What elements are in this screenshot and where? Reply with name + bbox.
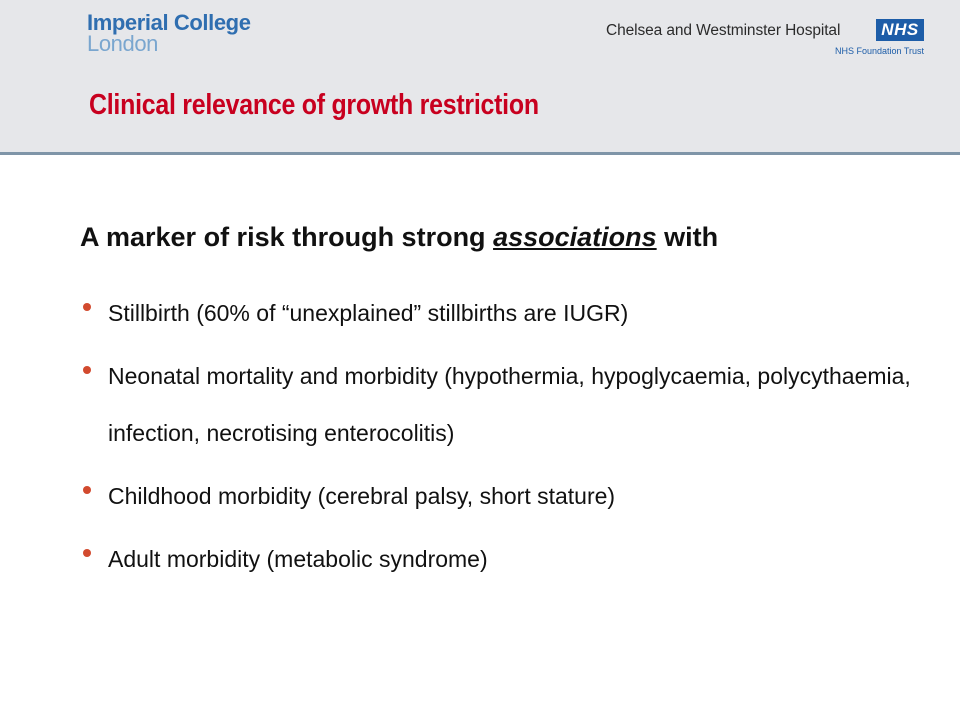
imperial-logo-line1: Imperial College: [87, 10, 251, 35]
subheading-text-start: A marker of risk through strong: [80, 222, 494, 252]
bullet-item: [83, 285, 923, 342]
bullet-item: [83, 348, 923, 462]
bullet-text: Neonatal mortality and morbidity (hypothermia, hypoglycaemia, polycythaemia, infection, necrotising enterocolitis): [108, 363, 911, 446]
bullet-item: [83, 531, 923, 588]
nhs-badge: NHS: [876, 19, 924, 41]
bullet-dot-icon: [83, 549, 91, 557]
imperial-college-logo: [87, 12, 251, 54]
slide-title: Clinical relevance of growth restriction: [89, 89, 539, 121]
subheading-text-end: with: [656, 222, 719, 252]
imperial-logo-line2: London: [87, 31, 159, 56]
bullet-item: [83, 468, 923, 525]
header-divider: [0, 152, 960, 155]
slide-header: [0, 0, 960, 152]
subheading: [80, 222, 718, 253]
subheading-emphasis: associations: [493, 222, 657, 252]
bullet-text: Childhood morbidity (cerebral palsy, short stature): [108, 483, 616, 509]
bullet-list: [83, 285, 923, 594]
bullet-text: Stillbirth (60% of “unexplained” stillbirths are IUGR): [108, 300, 629, 326]
bullet-text: Adult morbidity (metabolic syndrome): [108, 546, 488, 572]
bullet-dot-icon: [83, 486, 91, 494]
hospital-name: Chelsea and Westminster Hospital: [606, 22, 841, 39]
bullet-dot-icon: [83, 366, 91, 374]
bullet-dot-icon: [83, 303, 91, 311]
trust-subtitle: NHS Foundation Trust: [834, 46, 924, 56]
chelsea-westminster-logo: [606, 18, 924, 60]
